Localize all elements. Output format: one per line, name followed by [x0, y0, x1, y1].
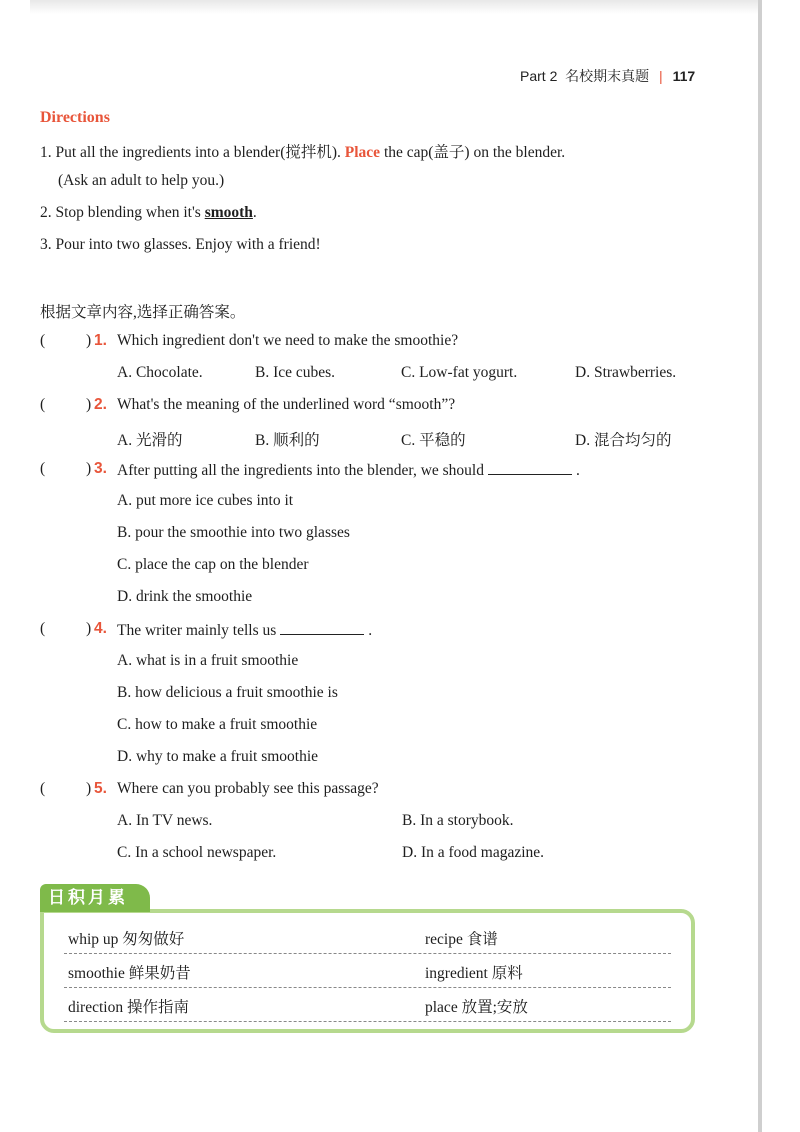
q2-option-c: C. 平稳的 — [401, 432, 466, 449]
answer-paren-open: ( — [40, 460, 46, 477]
question-3-end: . — [576, 462, 580, 479]
question-text: Where can you probably see this passage? — [117, 780, 379, 797]
answer-blank — [488, 460, 572, 475]
vocab-item: whip up 匆匆做好 — [68, 931, 185, 948]
answer-paren-open: ( — [40, 396, 46, 413]
header-separator: | — [659, 68, 663, 84]
q4-option-c: C. how to make a fruit smoothie — [117, 716, 318, 733]
vocab-row — [64, 923, 671, 954]
answer-blank — [280, 620, 364, 635]
vocab-item: place 放置;安放 — [425, 999, 528, 1016]
q2-option-a: A. 光滑的 — [117, 432, 183, 449]
question-number: 2. — [94, 396, 107, 413]
vocab-row — [64, 991, 671, 1022]
q1-option-d: D. Strawberries. — [575, 364, 677, 381]
vocab-box — [40, 909, 695, 1033]
q1-option-b: B. Ice cubes. — [255, 364, 336, 381]
q5-option-a: A. In TV news. — [117, 812, 213, 829]
vocab-row — [64, 957, 671, 988]
header-section: 名校期末真题 — [565, 68, 650, 84]
header-part: Part 2 — [520, 68, 558, 84]
question-number: 1. — [94, 332, 107, 349]
question-4-end: . — [368, 622, 373, 639]
page-number: 117 — [672, 68, 696, 84]
vocab-item: direction 操作指南 — [68, 999, 189, 1016]
step1-text-b: the cap(盖子) on the blender. — [383, 144, 566, 161]
step1-text: 1. Put all the ingredients into a blender(搅拌机). — [40, 144, 341, 161]
question-3-stem: After putting all the ingredients into the blender, we should — [117, 462, 484, 479]
vocab-item: ingredient 原料 — [425, 965, 523, 982]
step2-underlined-word: smooth — [204, 204, 253, 221]
page-top-shadow — [30, 0, 760, 14]
vocab-item: recipe 食谱 — [425, 931, 498, 948]
q1-option-a: A. Chocolate. — [117, 364, 203, 381]
directions-title: Directions — [40, 109, 110, 126]
answer-paren-open: ( — [40, 332, 46, 349]
q1-option-c: C. Low-fat yogurt. — [401, 364, 518, 381]
page-right-edge — [758, 0, 762, 1132]
answer-paren-open: ( — [40, 780, 46, 797]
direction-step-2 — [40, 204, 257, 222]
question-number: 5. — [94, 780, 107, 797]
question-number: 3. — [94, 460, 107, 477]
answer-paren-close: ) — [86, 620, 92, 637]
q3-option-d: D. drink the smoothie — [117, 588, 253, 605]
step2-text: 2. Stop blending when it's — [40, 204, 201, 221]
question-number: 4. — [94, 620, 107, 637]
question-text: Which ingredient don't we need to make the smoothie? — [117, 332, 459, 349]
answer-paren-close: ) — [86, 460, 92, 477]
question-4-stem: The writer mainly tells us — [117, 622, 277, 639]
question-text: What's the meaning of the underlined word “smooth”? — [117, 396, 456, 413]
step1-place-word: Place — [344, 144, 381, 161]
q2-option-b: B. 顺利的 — [255, 432, 320, 449]
answer-paren-close: ) — [86, 396, 92, 413]
q4-option-d: D. why to make a fruit smoothie — [117, 748, 319, 765]
q3-option-b: B. pour the smoothie into two glasses — [117, 524, 350, 541]
question-text — [117, 620, 372, 640]
step2-period: . — [252, 204, 257, 221]
answer-paren-close: ) — [86, 780, 92, 797]
page-header — [520, 66, 695, 86]
q3-option-c: C. place the cap on the blender — [117, 556, 309, 573]
questions-intro: 根据文章内容,选择正确答案。 — [40, 304, 246, 321]
q5-option-b: B. In a storybook. — [402, 812, 514, 829]
answer-paren-open: ( — [40, 620, 46, 637]
direction-step-3: 3. Pour into two glasses. Enjoy with a friend! — [40, 236, 321, 253]
direction-step-1 — [40, 140, 565, 162]
answer-paren-close: ) — [86, 332, 92, 349]
q5-option-d: D. In a food magazine. — [402, 844, 545, 861]
vocab-title: 日积月累 — [40, 884, 150, 912]
q5-option-c: C. In a school newspaper. — [117, 844, 277, 861]
vocab-item: smoothie 鲜果奶昔 — [68, 965, 191, 982]
q3-option-a: A. put more ice cubes into it — [117, 492, 294, 509]
q4-option-b: B. how delicious a fruit smoothie is — [117, 684, 338, 701]
q4-option-a: A. what is in a fruit smoothie — [117, 652, 299, 669]
question-text — [117, 460, 580, 480]
q2-option-d: D. 混合均匀的 — [575, 432, 672, 449]
direction-step-1-note: (Ask an adult to help you.) — [58, 172, 225, 189]
